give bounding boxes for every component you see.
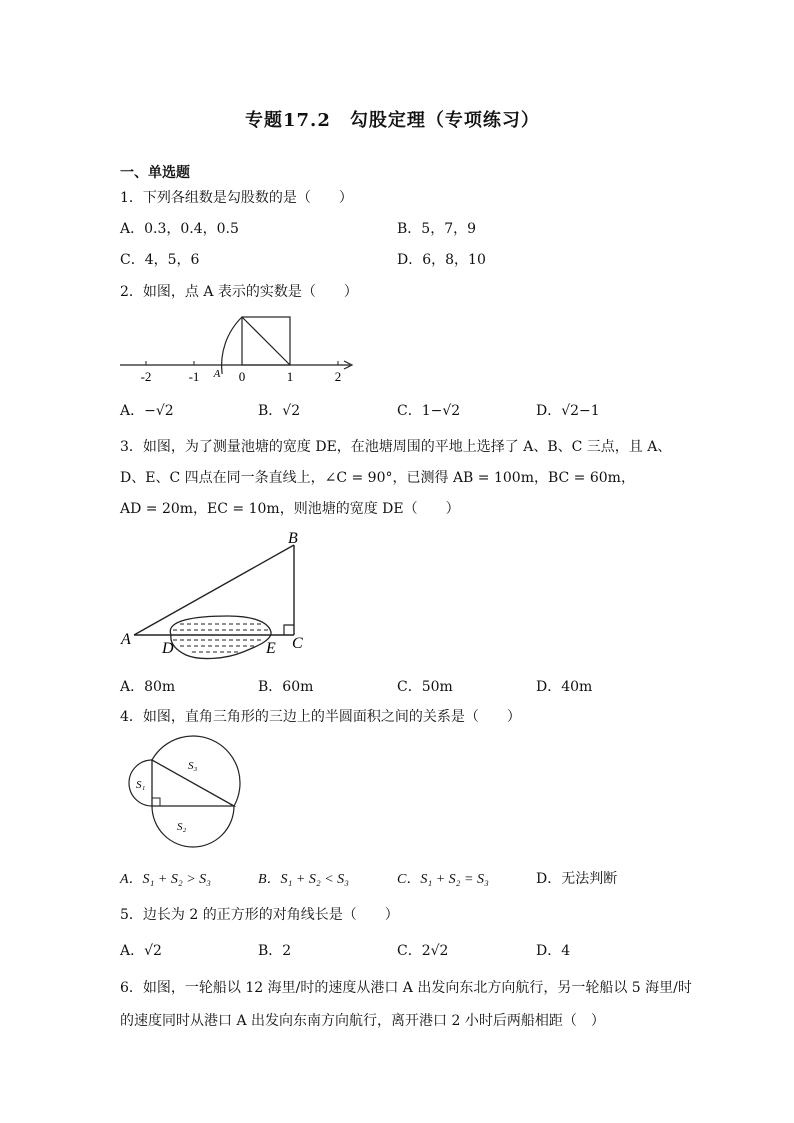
question-2-option-c[interactable]: C．1−√2 <box>397 403 461 419</box>
section-heading: 一、单选题 <box>120 165 190 181</box>
label-s1: S₁ <box>136 779 146 791</box>
question-5-option-a[interactable]: A．√2 <box>120 943 162 959</box>
question-6-line-2: 的速度同时从港口 A 出发向东南方向航行，离开港口 2 小时后两船相距（ ） <box>120 1013 605 1029</box>
label-s3: S₃ <box>188 760 198 772</box>
question-6-line-1: 6．如图，一轮船以 12 海里/时的速度从港口 A 出发向东北方向航行，另一轮船以 5 海里/时 <box>120 980 692 996</box>
label-s2: S₂ <box>177 821 187 833</box>
question-3-option-d[interactable]: D．40m <box>536 679 593 695</box>
question-1-option-b[interactable]: B．5，7，9 <box>397 221 477 237</box>
question-2-option-b[interactable]: B．√2 <box>258 403 301 419</box>
question-1-option-a[interactable]: A．0.3，0.4，0.5 <box>120 221 239 237</box>
semicircle-s2 <box>152 806 234 847</box>
question-3-option-a[interactable]: A．80m <box>120 679 176 695</box>
right-angle-mark <box>152 798 160 806</box>
semicircles-figure <box>118 732 248 848</box>
question-2-option-a[interactable]: A．−√2 <box>120 403 174 419</box>
point-a-label: A <box>213 368 221 380</box>
question-3-line-2: D、E、C 四点在同一条直线上，∠C = 90°，已测得 AB = 100m，BC = 60m， <box>120 470 635 486</box>
question-3-option-b[interactable]: B．60m <box>258 679 314 695</box>
label-d: D <box>162 640 174 657</box>
tick-label: 1 <box>286 369 294 384</box>
question-1-stem: 1．下列各组数是勾股数的是（ ） <box>120 190 353 206</box>
question-5-stem: 5．边长为 2 的正方形的对角线长是（ ） <box>120 907 399 923</box>
question-5-option-c[interactable]: C．2√2 <box>397 943 449 959</box>
question-3-line-3: AD = 20m，EC = 10m，则池塘的宽度 DE（ ） <box>120 501 460 517</box>
label-c: C <box>292 635 303 652</box>
question-5-option-d[interactable]: D．4 <box>536 943 571 959</box>
label-a: A <box>121 631 131 648</box>
question-4-option-c[interactable]: C．S₁ + S₂ = S₃ <box>397 872 489 887</box>
page-title: 专题17.2 勾股定理（专项练习） <box>245 110 540 131</box>
question-5-option-b[interactable]: B．2 <box>258 943 292 959</box>
question-4-option-b[interactable]: B．S₁ + S₂ < S₃ <box>258 872 350 887</box>
tick-label: 2 <box>334 369 342 384</box>
tick-label: -2 <box>140 369 152 384</box>
question-4-option-d[interactable]: D．无法判断 <box>536 871 618 887</box>
question-3-line-1: 3．如图，为了测量池塘的宽度 DE，在池塘周围的平地上选择了 A、B、C 三点，且 A、 <box>120 439 672 455</box>
question-4-stem: 4．如图，直角三角形的三边上的半圆面积之间的关系是（ ） <box>120 709 521 725</box>
question-2-option-d[interactable]: D．√2−1 <box>536 403 600 419</box>
square-diagonal <box>242 317 290 365</box>
question-3-option-c[interactable]: C．50m <box>397 679 453 695</box>
pond-triangle-figure <box>118 528 318 658</box>
label-b: B <box>288 530 298 547</box>
question-4-option-a[interactable]: A．S₁ + S₂ > S₃ <box>120 872 212 887</box>
tick-label: 0 <box>238 369 246 384</box>
question-2-stem: 2．如图，点 A 表示的实数是（ ） <box>120 284 358 300</box>
question-1-option-d[interactable]: D．6，8，10 <box>397 252 486 268</box>
number-line-figure <box>118 308 358 386</box>
question-1-option-c[interactable]: C．4，5，6 <box>120 252 200 268</box>
label-e: E <box>266 640 276 657</box>
tick-label: -1 <box>188 369 200 384</box>
right-angle-mark <box>284 625 294 635</box>
